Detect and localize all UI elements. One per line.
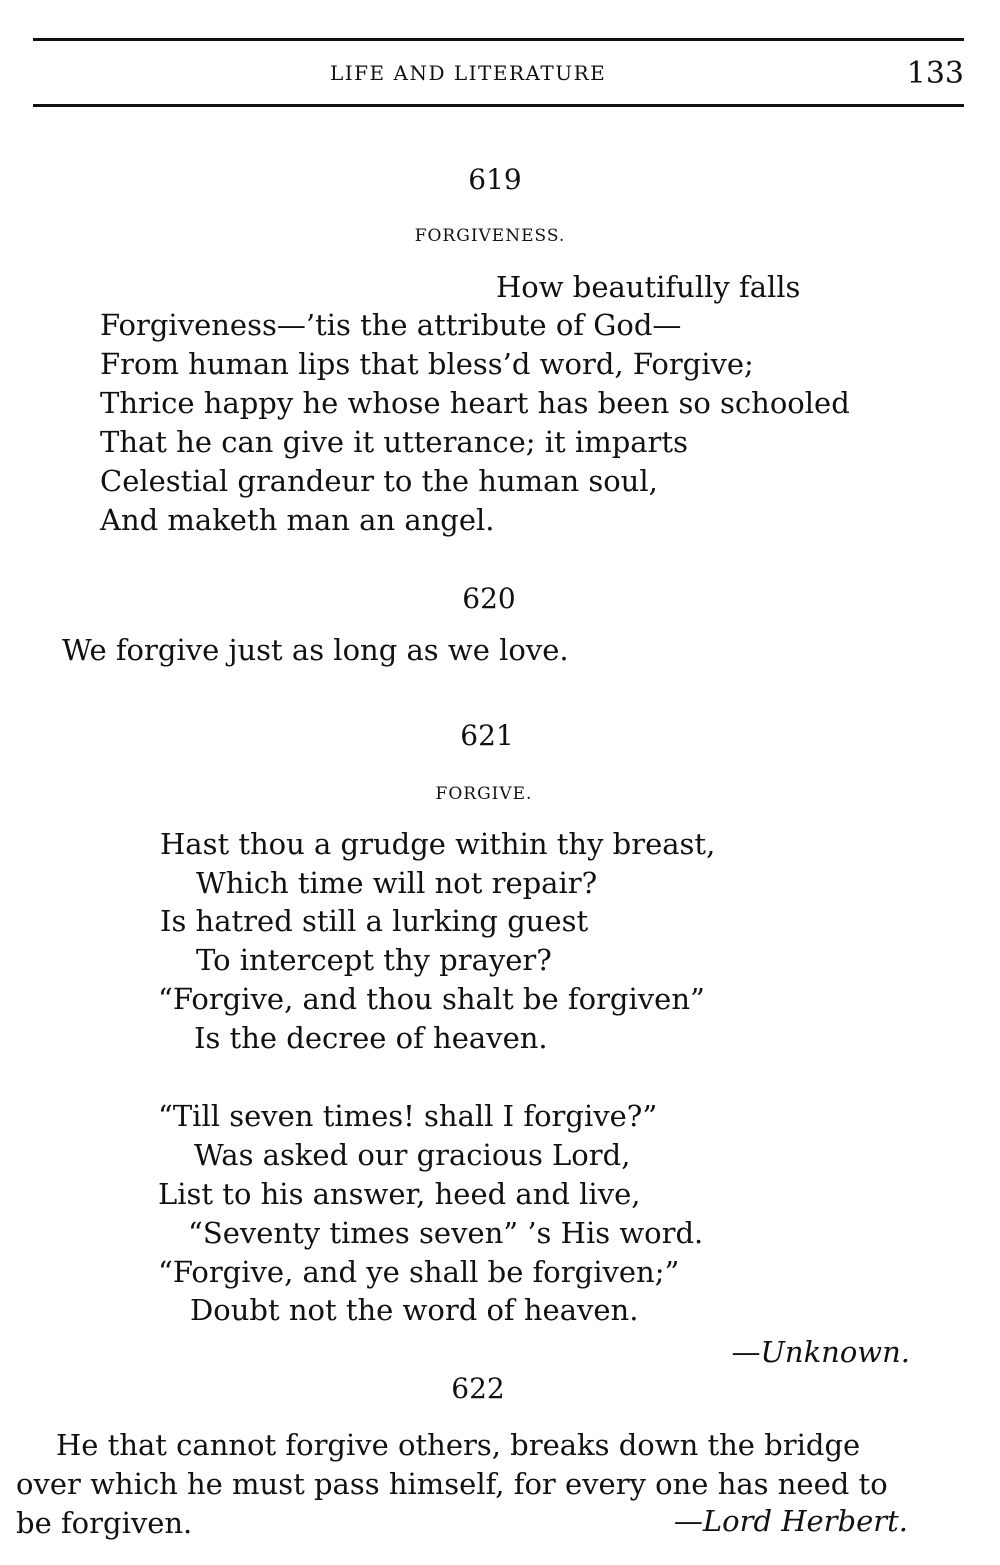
verse-line: Which time will not repair? — [196, 866, 598, 900]
attribution: —Unknown. — [731, 1335, 910, 1369]
attribution: —Lord Herbert. — [673, 1504, 908, 1538]
verse-line: Doubt not the word of heaven. — [190, 1293, 639, 1327]
prose-line: over which he must pass himself, for every one has need to — [16, 1467, 888, 1501]
prose-text: We forgive just as long as we love. — [62, 633, 569, 667]
verse-line: To intercept thy prayer? — [196, 943, 552, 977]
prose-line: be forgiven. — [16, 1506, 193, 1540]
verse-line: And maketh man an angel. — [100, 503, 495, 537]
verse-line: How beautifully falls — [496, 270, 801, 304]
page-number: 133 — [906, 56, 964, 91]
running-title: LIFE AND LITERATURE — [330, 61, 607, 85]
header-top-rule — [33, 38, 964, 41]
verse-line: Hast thou a grudge within thy breast, — [160, 827, 716, 861]
verse-line: Is hatred still a lurking guest — [160, 904, 589, 938]
verse-line: Forgiveness—’tis the attribute of God— — [100, 308, 682, 342]
entry-number: 622 — [451, 1372, 505, 1405]
verse-line: From human lips that bless’d word, Forgive; — [100, 347, 754, 381]
verse-line: Celestial grandeur to the human soul, — [100, 464, 658, 498]
verse-line: Was asked our gracious Lord, — [194, 1138, 631, 1172]
entry-number: 619 — [468, 163, 522, 196]
header-bottom-rule — [33, 104, 964, 107]
verse-line: That he can give it utterance; it imparts — [100, 425, 688, 459]
verse-line: “Till seven times! shall I forgive?” — [158, 1099, 658, 1133]
entry-title: FORGIVE. — [435, 784, 533, 804]
prose-line: He that cannot forgive others, breaks down the bridge — [56, 1428, 861, 1462]
verse-line: “Seventy times seven” ’s His word. — [188, 1216, 704, 1250]
verse-line: List to his answer, heed and live, — [158, 1177, 641, 1211]
verse-line: Is the decree of heaven. — [194, 1021, 548, 1055]
entry-title: FORGIVENESS. — [414, 226, 566, 246]
verse-line: “Forgive, and thou shalt be forgiven” — [158, 982, 705, 1016]
verse-line: Thrice happy he whose heart has been so schooled — [100, 386, 850, 420]
entry-number: 621 — [460, 719, 514, 752]
entry-number: 620 — [462, 582, 516, 615]
verse-line: “Forgive, and ye shall be forgiven;” — [158, 1255, 680, 1289]
